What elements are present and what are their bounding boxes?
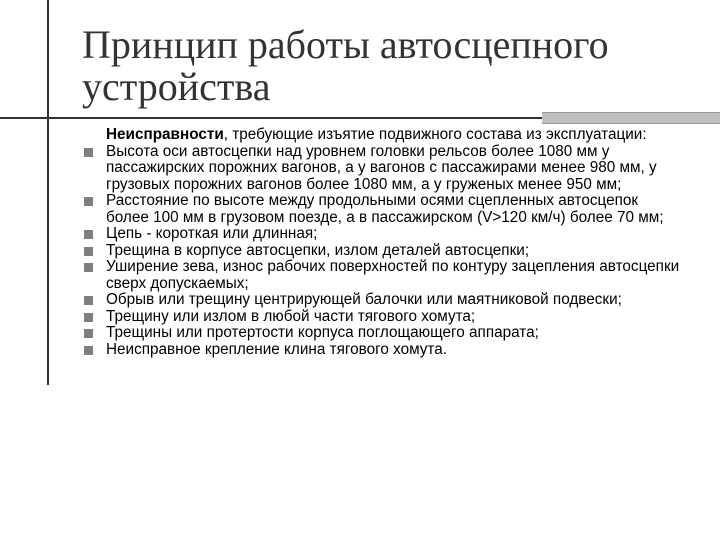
- list-item: [82, 226, 682, 243]
- list-item-text: Трещину или излом в любой части тягового хомута;: [106, 307, 476, 325]
- square-bullet-icon: [84, 230, 93, 239]
- list-item-text: Цепь - короткая или длинная;: [106, 225, 318, 242]
- list-item: [82, 259, 682, 292]
- list-item-text: Расстояние по высоте между продольными осями сцепленных автосцепок более 100 мм в грузовом поезде, а в пассажирском (V>120 км/ч) более 70 мм;: [106, 192, 664, 226]
- list-item-text: Высота оси автосцепки над уровнем головки рельсов более 1080 мм у пассажирских порожних вагонов, а у вагонов с пассажирами менее 980 мм, у грузовых порожних вагонов более 1080 мм, а у груженых менее 950 мм;: [106, 142, 657, 193]
- vertical-rule: [47, 0, 49, 385]
- slide-content: [82, 127, 682, 358]
- list-item-text: Уширение зева, износ рабочих поверхностей по контуру зацепления автосцепки сверх допускаемых;: [106, 258, 680, 292]
- intro-bold-term: Неисправности: [106, 126, 224, 143]
- list-item: [82, 342, 682, 359]
- slide-title: [82, 24, 702, 108]
- intro-text: , требующие изъятие подвижного состава из эксплуатации:: [223, 126, 647, 143]
- square-bullet-icon: [84, 346, 93, 355]
- list-item: [82, 292, 682, 309]
- list-item-text: Трещины или протертости корпуса поглощающего аппарата;: [106, 324, 539, 341]
- defects-list: [82, 144, 682, 359]
- square-bullet-icon: [84, 329, 93, 338]
- intro-paragraph: [82, 127, 682, 144]
- square-bullet-icon: [84, 263, 93, 272]
- horizontal-rule: [0, 117, 542, 119]
- list-item: [82, 144, 682, 194]
- title-line-2: устройства: [82, 64, 271, 109]
- square-bullet-icon: [84, 296, 93, 305]
- list-item: [82, 325, 682, 342]
- square-bullet-icon: [84, 247, 93, 256]
- list-item-text: Неисправное крепление клина тягового хомута.: [106, 340, 448, 358]
- list-item-text: Трещина в корпусе автосцепки, излом деталей автосцепки;: [106, 241, 530, 259]
- square-bullet-icon: [84, 148, 93, 157]
- list-item-text: Обрыв или трещину центрирующей балочки или маятниковой подвески;: [106, 291, 622, 308]
- list-item: [82, 309, 682, 326]
- list-item: [82, 193, 682, 226]
- accent-bar: [542, 112, 720, 124]
- square-bullet-icon: [84, 313, 93, 322]
- square-bullet-icon: [84, 197, 93, 206]
- list-item: [82, 243, 682, 260]
- title-line-1: Принцип работы автосцепного: [82, 22, 609, 67]
